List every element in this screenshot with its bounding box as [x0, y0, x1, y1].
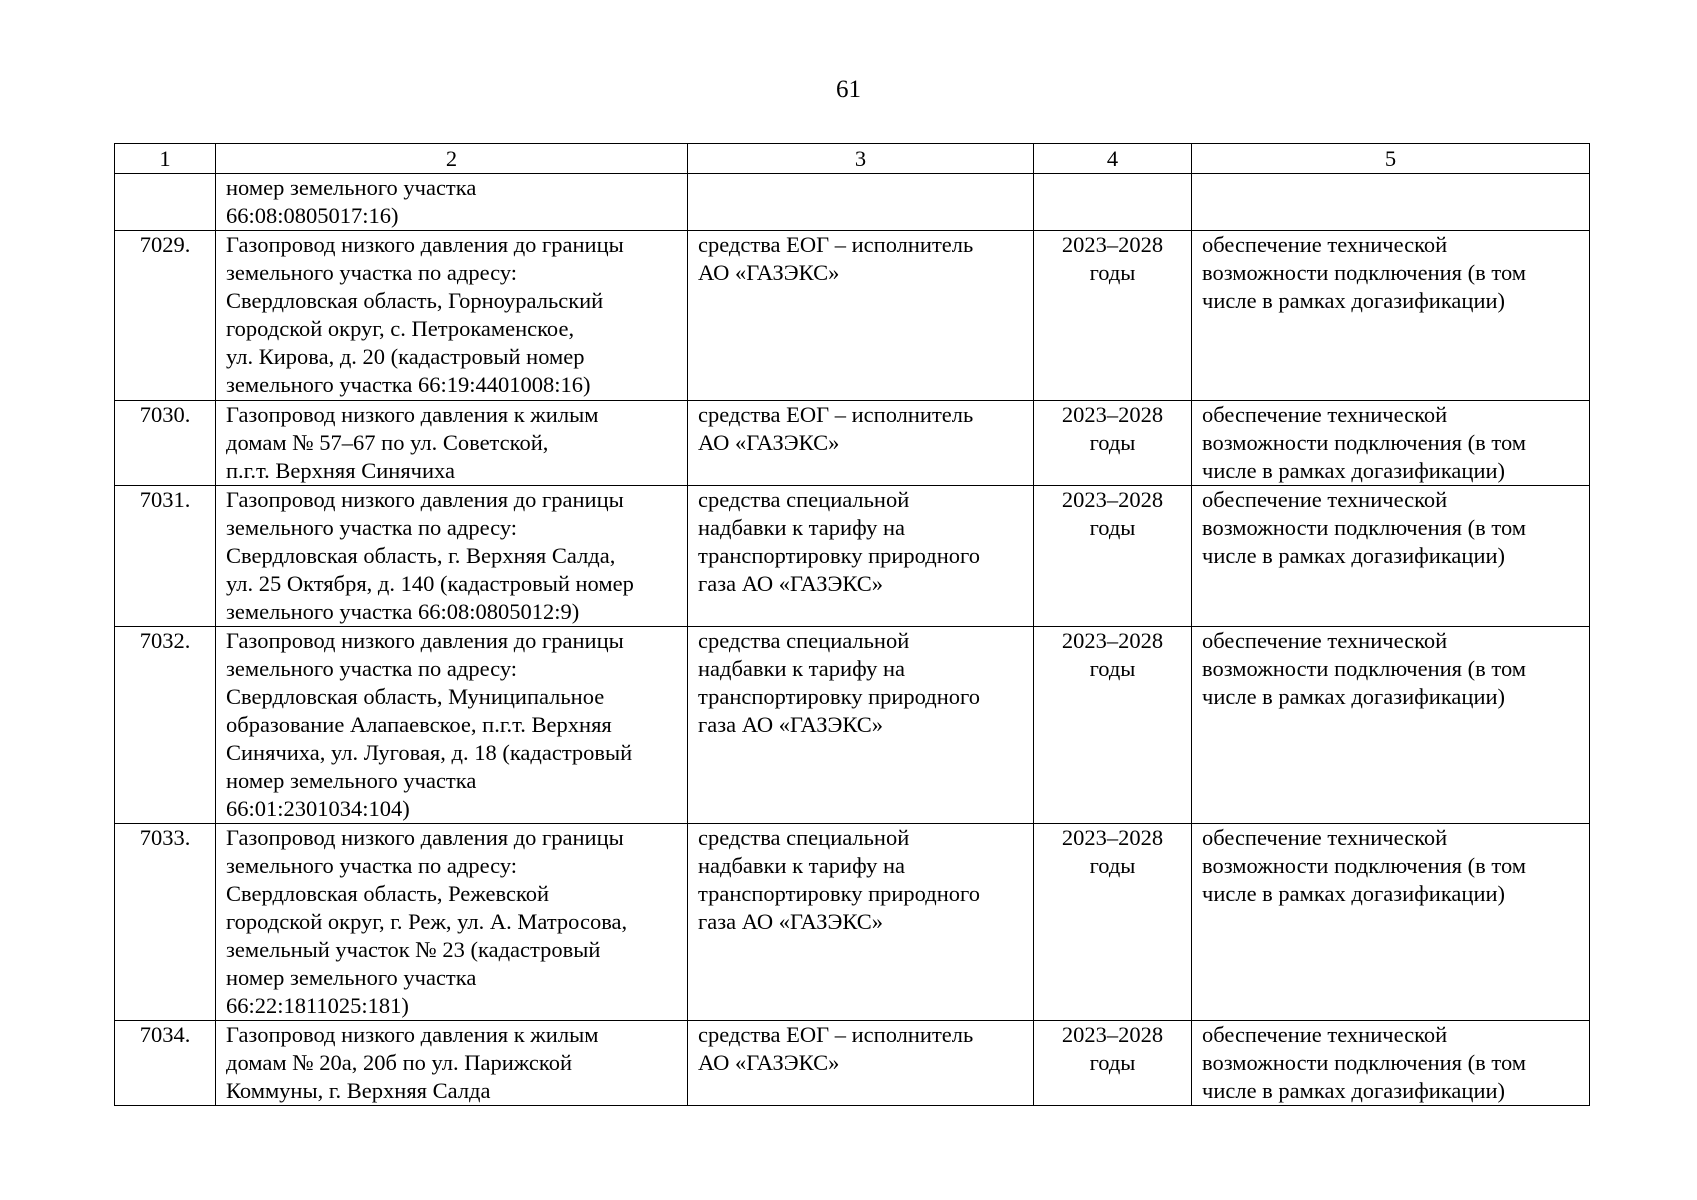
table-row [115, 824, 1590, 1021]
column-header-4: 4 [1034, 144, 1192, 174]
purpose-cell: обеспечение технической возможности подключения (в том числе в рамках догазификации) [1192, 231, 1590, 401]
object-cell: Газопровод низкого давления до границы земельного участка по адресу: Свердловская область, Режевской городской округ, г. Реж, ул. А. Матросова, земельный участок № 23 (кадастровый номер земельного участка 66:22:1811025:181) [216, 824, 688, 1021]
source-cell: средства ЕОГ – исполнитель АО «ГАЗЭКС» [688, 231, 1034, 401]
years-cell: 2023–2028 годы [1034, 824, 1192, 1021]
purpose-cell: обеспечение технической возможности подключения (в том числе в рамках догазификации) [1192, 824, 1590, 1021]
source-cell [688, 174, 1034, 231]
years-cell: 2023–2028 годы [1034, 627, 1192, 824]
table-row [115, 627, 1590, 824]
purpose-cell [1192, 174, 1590, 231]
table-row [115, 1021, 1590, 1106]
source-cell: средства ЕОГ – исполнитель АО «ГАЗЭКС» [688, 1021, 1034, 1106]
column-header-1: 1 [115, 144, 216, 174]
row-number: 7031. [115, 486, 216, 627]
continuation-row [115, 174, 1590, 231]
program-table [114, 143, 1590, 1106]
source-cell: средства ЕОГ – исполнитель АО «ГАЗЭКС» [688, 401, 1034, 486]
object-cell: номер земельного участка 66:08:0805017:16) [216, 174, 688, 231]
row-number: 7029. [115, 231, 216, 401]
years-cell: 2023–2028 годы [1034, 1021, 1192, 1106]
row-number [115, 174, 216, 231]
years-cell: 2023–2028 годы [1034, 401, 1192, 486]
purpose-cell: обеспечение технической возможности подключения (в том числе в рамках догазификации) [1192, 486, 1590, 627]
column-header-3: 3 [688, 144, 1034, 174]
object-cell: Газопровод низкого давления до границы земельного участка по адресу: Свердловская область, г. Верхняя Салда, ул. 25 Октября, д. 140 (кадастровый номер земельного участка 66:08:0805012:9) [216, 486, 688, 627]
column-header-5: 5 [1192, 144, 1590, 174]
row-number: 7032. [115, 627, 216, 824]
object-cell: Газопровод низкого давления до границы земельного участка по адресу: Свердловская область, Горноуральский городской округ, с. Петрокаменское, ул. Кирова, д. 20 (кадастровый номер земельного участка 66:19:4401008:16) [216, 231, 688, 401]
years-cell: 2023–2028 годы [1034, 486, 1192, 627]
row-number: 7033. [115, 824, 216, 1021]
row-number: 7034. [115, 1021, 216, 1106]
years-cell: 2023–2028 годы [1034, 231, 1192, 401]
table-row [115, 231, 1590, 401]
column-header-2: 2 [216, 144, 688, 174]
source-cell: средства специальной надбавки к тарифу на транспортировку природного газа АО «ГАЗЭКС» [688, 627, 1034, 824]
header-row [115, 144, 1590, 174]
object-cell: Газопровод низкого давления к жилым домам № 20а, 20б по ул. Парижской Коммуны, г. Верхняя Салда [216, 1021, 688, 1106]
row-number: 7030. [115, 401, 216, 486]
source-cell: средства специальной надбавки к тарифу на транспортировку природного газа АО «ГАЗЭКС» [688, 824, 1034, 1021]
object-cell: Газопровод низкого давления до границы земельного участка по адресу: Свердловская область, Муниципальное образование Алапаевское, п.г.т. Верхняя Синячиха, ул. Луговая, д. 18 (кадастровый номер земельного участка 66:01:2301034:104) [216, 627, 688, 824]
purpose-cell: обеспечение технической возможности подключения (в том числе в рамках догазификации) [1192, 627, 1590, 824]
table-row [115, 401, 1590, 486]
purpose-cell: обеспечение технической возможности подключения (в том числе в рамках догазификации) [1192, 401, 1590, 486]
object-cell: Газопровод низкого давления к жилым домам № 57–67 по ул. Советской, п.г.т. Верхняя Синячиха [216, 401, 688, 486]
purpose-cell: обеспечение технической возможности подключения (в том числе в рамках догазификации) [1192, 1021, 1590, 1106]
years-cell [1034, 174, 1192, 231]
table-row [115, 486, 1590, 627]
page-number: 61 [836, 76, 861, 103]
source-cell: средства специальной надбавки к тарифу на транспортировку природного газа АО «ГАЗЭКС» [688, 486, 1034, 627]
